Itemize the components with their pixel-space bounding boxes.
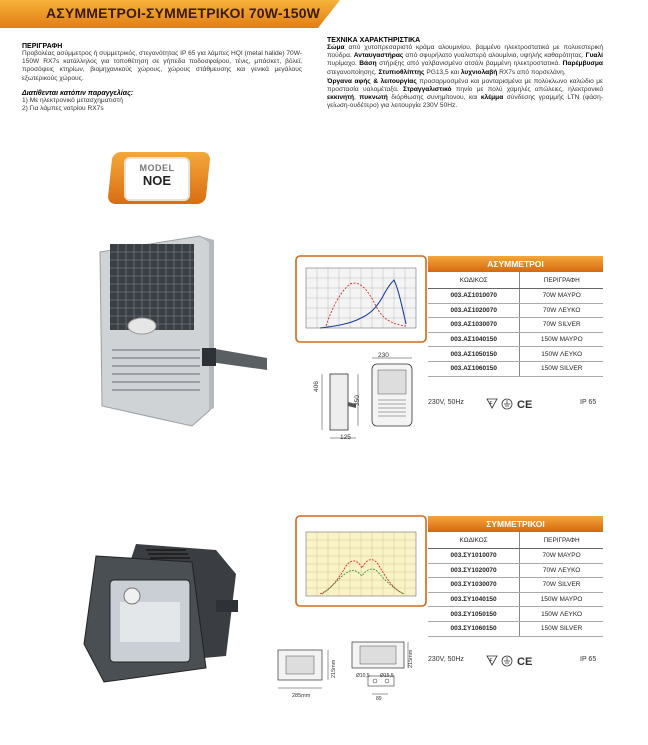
- protection-earth-icon: [502, 399, 512, 409]
- tech-paragraph-1: Σώμα από χυτοπρεσαριστό κράμα αλουμινίου, βαμμένο ηλεκτροστατικά με πολυεστερική πούδρα. Ανταυγαστήρας από σφυρήλατο γυαλιστερό αλουμίνιο, υψηλής καθαρότητας. Γυαλί πυρίμαχο. Βάση στήριξης από γαλβανισμένο ατσάλι βαμμένη ηλεκτροστατικά. Παρέμβυσμα στεγανοποίησης. Στυπιοθλίπτης PG13,5 και λυχνιολαβή RX7s από πορσελάνη.: [327, 44, 603, 76]
- ce-mark-icon: [517, 399, 532, 411]
- ce-mark-icon: [517, 656, 532, 668]
- tech-section: [327, 37, 603, 111]
- protection-earth-icon: [502, 656, 512, 666]
- dimension-hole-2: Ø15,5: [380, 673, 394, 679]
- table-row: 003.ΑΣ1030070 70W SILVER: [428, 318, 603, 333]
- tech-paragraph-2: Όργανα αφής & λειτουργίας προσαρμοσμένα και μονταρισμένα με πολύκλωνο καλώδιο με προστασία υαλομέταξα. Στραγγαλιστικό πηνίο με πολύ χαμηλές απώλειες, ηλεκτρονικό εκκινητή, πυκνωτή διόρθωσης συνημίτονου, και κλέμμα σύνδεσης γραμμής LTN (φάση-γείωση-ουδέτερο) για λειτουργία 230V 50Hz.: [327, 77, 603, 110]
- svg-text:F: F: [489, 401, 493, 407]
- table-row: 003.ΑΣ1050150 150W ΛΕΥΚΟ: [428, 347, 603, 362]
- svg-text:CE: CE: [517, 399, 533, 411]
- tech-heading: ΤΕΧΝΙΚΑ ΧΑΡΑΚΤΗΡΙΣΤΙΚΑ: [327, 37, 421, 44]
- symmetric-dimension-drawing: [272, 640, 418, 710]
- table-row: 003.ΑΣ1040150 150W ΜΑΥΡΟ: [428, 332, 603, 347]
- ground-fixture-icon: [487, 399, 497, 408]
- header-white-area: [318, 0, 648, 28]
- page-title: ΑΣΥΜΜΕΤΡΟΙ-ΣΥΜΜΕΤΡΙΚΟΙ 70W-150W: [46, 5, 321, 21]
- dimension-height: 406: [313, 381, 320, 392]
- description-heading: ΠΕΡΙΓΡΑΦΗ: [22, 43, 63, 50]
- table-row: 003.ΣΥ1050150 150W ΛΕΥΚΟ: [428, 607, 603, 622]
- symmetric-table-title: ΣΥΜΜΕΤΡΙΚΟΙ: [428, 516, 603, 532]
- certification-icons: [485, 654, 545, 668]
- order-heading: Διατίθενται κατόπιν παραγγελίας:: [22, 89, 134, 97]
- table-row: 003.ΣΥ1010070 70W ΜΑΥΡΟ: [428, 549, 603, 564]
- dimension-width: 285mm: [292, 693, 311, 699]
- dimension-spacing: 89: [376, 696, 382, 702]
- table-row: 003.ΣΥ1020070 70W ΛΕΥΚΟ: [428, 563, 603, 578]
- order-item: 2) Για λάμπες νατρίου RX7s: [22, 105, 104, 113]
- badge-model-label: MODEL: [139, 163, 175, 173]
- column-header-description: ΠΕΡΙΓΡΑΦΗ: [520, 532, 603, 549]
- asymmetric-floodlight-image: [92, 230, 272, 430]
- table-row: 003.ΣΥ1060150 150W SILVER: [428, 621, 603, 636]
- table-row: 003.ΣΥ1030070 70W SILVER: [428, 578, 603, 593]
- svg-text:F: F: [489, 658, 493, 664]
- symmetric-floodlight-image: [76, 536, 246, 696]
- ground-fixture-icon: [487, 656, 497, 665]
- table-row: 003.ΑΣ1010070 70W ΜΑΥΡΟ: [428, 289, 603, 304]
- column-header-description: ΠΕΡΙΓΡΑΦΗ: [520, 272, 603, 289]
- ip-rating: IP 65: [580, 656, 597, 663]
- asymmetric-dimension-drawing: [310, 352, 420, 446]
- ip-rating: IP 65: [580, 399, 597, 406]
- certification-icons: [485, 397, 545, 411]
- description-section: [22, 43, 302, 113]
- asymmetric-curve-plot: [306, 268, 418, 330]
- asymmetric-table: [428, 256, 603, 377]
- dimension-height: 215mm: [331, 659, 337, 678]
- symmetric-table: [428, 516, 603, 637]
- model-badge: [110, 152, 208, 204]
- voltage-label: 230V, 50Hz: [428, 399, 464, 406]
- dimension-depth: 125: [340, 434, 351, 441]
- column-header-code: ΚΩΔΙΚΟΣ: [428, 272, 520, 289]
- dimension-width: 230: [378, 352, 389, 359]
- dimension-hole-1: Ø10,5: [356, 673, 370, 679]
- asymmetric-table-title: ΑΣΥΜΜΕΤΡΟΙ: [428, 256, 603, 272]
- description-text: Προβολέας ασύμμετρος ή συμμετρικός, στεγανότητας IP 65 για λάμπες HQI (metal halide) 70W-150W RX7s κατάλληλος για τοποθέτηση σε γήπεδα ποδοσφαίρου, τένις, μπάσκετ, βόλεϊ, προσόψεις κτηρίων, βιομηχανικούς χώρους, χώρους στάθμευσης και γενικά μεγάλους εξωτερικούς χώρους.: [22, 50, 302, 82]
- table-row: 003.ΣΥ1040150 150W ΜΑΥΡΟ: [428, 592, 603, 607]
- symmetric-curve-plot: [306, 532, 418, 598]
- column-header-code: ΚΩΔΙΚΟΣ: [428, 532, 520, 549]
- dimension-height-2: 215mm: [408, 649, 414, 668]
- order-item: 1) Με ηλεκτρονικό μετασχηματιστή: [22, 96, 123, 104]
- voltage-label: 230V, 50Hz: [428, 656, 464, 663]
- svg-text:CE: CE: [517, 656, 533, 668]
- dimension-height-2: 350: [354, 395, 361, 406]
- table-row: 003.ΑΣ1020070 70W ΛΕΥΚΟ: [428, 303, 603, 318]
- badge-model-name: NOE: [142, 173, 172, 188]
- table-row: 003.ΑΣ1060150 150W SILVER: [428, 361, 603, 376]
